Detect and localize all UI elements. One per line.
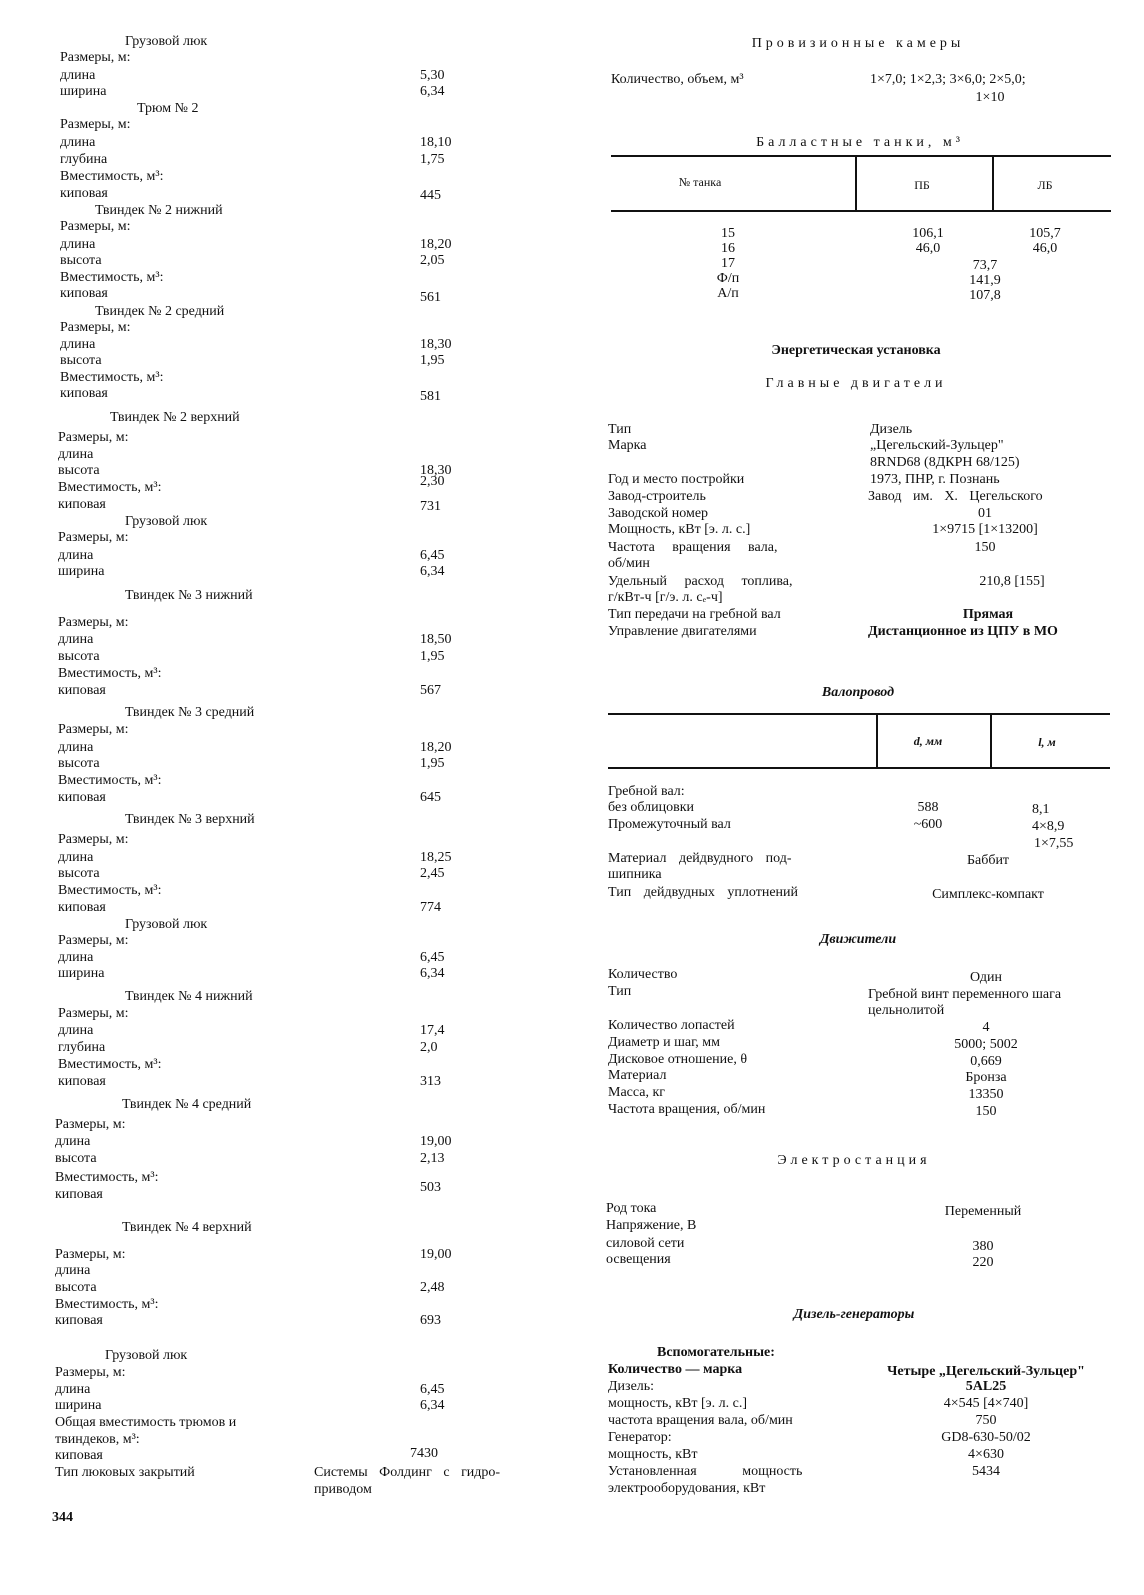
left-row-value: 6,34: [420, 564, 445, 579]
hatch-type-value-2: приводом: [314, 1482, 372, 1497]
left-row-label: длина: [60, 237, 96, 252]
left-row-label: Размеры, м:: [58, 832, 129, 847]
left-row-label: длина: [58, 447, 94, 462]
left-row-value: 2,48: [420, 1280, 445, 1295]
left-row-label: длина: [58, 1023, 94, 1038]
left-row-label: Вместимость, м³:: [58, 773, 162, 788]
engine-param-label: Заводской номер: [608, 506, 709, 521]
engine-param-value: 1973, ПНР, г. Познань: [870, 472, 1000, 487]
ballast-tank-number: А/п: [717, 286, 739, 301]
left-row-value: 7430: [410, 1446, 438, 1461]
left-row-label: Твиндек № 2 средний: [95, 304, 225, 319]
left-row-label: Размеры, м:: [58, 722, 129, 737]
generator-param-value: GD8-630-50/02: [941, 1430, 1031, 1445]
left-row-label: Размеры, м:: [58, 615, 129, 630]
left-row-value: 313: [420, 1074, 441, 1089]
propulsor-param-value: 150: [975, 1104, 997, 1119]
provision-label: Количество, объем, м³: [611, 72, 744, 87]
left-row-label: глубина: [60, 152, 108, 167]
power-station-value: 380: [972, 1239, 994, 1254]
left-row-label: ширина: [58, 564, 105, 579]
propulsor-param-label: Частота вращения, об/мин: [608, 1102, 766, 1117]
page-number: 344: [52, 1510, 73, 1525]
generator-param-value: 5AL25: [965, 1379, 1007, 1394]
left-row-label: высота: [60, 253, 102, 268]
left-row-label: глубина: [58, 1040, 106, 1055]
propulsor-param-label: Количество лопастей: [608, 1018, 735, 1033]
generator-param-label: Генератор:: [608, 1430, 672, 1445]
left-row-label: Размеры, м:: [60, 50, 131, 65]
left-row-value: 2,0: [420, 1040, 438, 1055]
left-row-value: 2,13: [420, 1151, 445, 1166]
left-row-label: Твиндек № 2 нижний: [95, 203, 223, 218]
left-row-value: 6,34: [420, 966, 445, 981]
left-row-value: 5,30: [420, 68, 445, 83]
left-row-value: 19,00: [420, 1247, 452, 1262]
engine-param-label: Марка: [608, 438, 647, 453]
left-row-label: длина: [58, 548, 94, 563]
left-row-label: Размеры, м:: [55, 1117, 126, 1132]
left-row-label: Твиндек № 3 средний: [125, 705, 255, 720]
engine-param-label: Частота вращения вала,: [608, 540, 778, 555]
propulsor-param-value: 5000; 5002: [954, 1037, 1018, 1052]
left-row-value: 1,95: [420, 353, 445, 368]
left-row-label: Вместимость, м³:: [58, 666, 162, 681]
shaft-divider-1: [876, 715, 878, 767]
left-row-label: Размеры, м:: [58, 530, 129, 545]
seal-label: Тип дейдвудных уплотнений: [608, 885, 799, 900]
left-row-value: 774: [420, 900, 441, 915]
ballast-header-tank: № танка: [678, 175, 722, 189]
left-row-label: длина: [55, 1134, 91, 1149]
propulsor-param-value: Один: [969, 970, 1003, 985]
left-row-label: Вместимость, м³:: [60, 270, 164, 285]
ballast-tank-number: 16: [721, 241, 735, 256]
left-row-label: Вместимость, м³:: [55, 1170, 159, 1185]
left-row-label: Твиндек № 3 нижний: [125, 588, 253, 603]
engine-param-value: Завод им. Х. Цегельского: [868, 489, 1043, 504]
ballast-header-pb: ПБ: [914, 178, 930, 192]
left-row-value: 6,45: [420, 950, 445, 965]
left-row-label: киповая: [60, 186, 108, 201]
left-row-label: киповая: [58, 683, 106, 698]
left-row-value: 503: [420, 1180, 441, 1195]
left-row-label: длина: [58, 740, 94, 755]
propulsor-param-label: Количество: [608, 967, 678, 982]
generator-param-label: мощность, кВт: [608, 1447, 698, 1462]
left-row-label: Вместимость, м³:: [60, 370, 164, 385]
left-row-value: 2,30: [420, 474, 445, 489]
engine-param-label: об/мин: [608, 556, 650, 571]
left-row-label: киповая: [58, 900, 106, 915]
left-row-label: Твиндек № 4 верхний: [122, 1220, 252, 1235]
power-station-label: Род тока: [606, 1201, 657, 1216]
provision-value-1: 1×7,0; 1×2,3; 3×6,0; 2×5,0;: [870, 72, 1026, 87]
left-row-label: длина: [60, 68, 96, 83]
left-row-value: 445: [420, 188, 441, 203]
shaft-l-value: 4×8,9: [1032, 819, 1065, 834]
propulsor-param-value: Гребной винт переменного шага: [868, 987, 1062, 1002]
left-row-label: длина: [60, 135, 96, 150]
engine-param-value: „Цегельский-Зульцер": [870, 438, 1004, 453]
left-row-label: Размеры, м:: [60, 117, 131, 132]
shaft-header-l: l, м: [1038, 735, 1056, 749]
left-row-value: 1,75: [420, 152, 445, 167]
shaft-row-label: без облицовки: [608, 800, 695, 815]
left-row-label: киповая: [55, 1187, 103, 1202]
propulsor-param-label: Материал: [608, 1068, 667, 1083]
ballast-lb-value: 105,7: [1029, 226, 1061, 241]
generator-param-label: частота вращения вала, об/мин: [608, 1413, 793, 1428]
propulsor-param-value: 0,669: [970, 1054, 1002, 1069]
left-row-label: ширина: [55, 1398, 102, 1413]
ballast-top-rule: [611, 155, 1111, 157]
left-row-value: 18,30: [420, 337, 452, 352]
ballast-pb-value: 46,0: [915, 241, 941, 256]
generator-param-label: электрооборудования, кВт: [608, 1481, 766, 1496]
left-row-value: 2,45: [420, 866, 445, 881]
left-row-label: высота: [58, 463, 100, 478]
propulsor-param-value: 4: [982, 1020, 990, 1035]
left-row-value: 1,95: [420, 756, 445, 771]
shaft-top-rule: [608, 713, 1110, 715]
power-station-value: 220: [972, 1255, 994, 1270]
engine-param-value: Дистанционное из ЦПУ в МО: [868, 624, 1058, 639]
propulsor-param-label: Дисковое отношение, θ: [608, 1052, 748, 1067]
shaft-l-value: 8,1: [1032, 802, 1050, 817]
ballast-title: Балластные танки, м³: [756, 135, 964, 150]
left-row-label: киповая: [58, 790, 106, 805]
ballast-pb-value: 106,1: [912, 226, 944, 241]
left-row-value: 6,34: [420, 84, 445, 99]
power-plant-title: Энергетическая установка: [771, 343, 941, 358]
generator-param-value: 5434: [972, 1464, 1000, 1479]
left-row-label: Размеры, м:: [58, 430, 129, 445]
left-row-label: киповая: [60, 286, 108, 301]
left-row-label: Размеры, м:: [60, 320, 131, 335]
engine-param-value: Прямая: [962, 607, 1014, 622]
ballast-lb-value: 46,0: [1032, 241, 1058, 256]
left-row-label: длина: [60, 337, 96, 352]
generator-param-value: 750: [975, 1413, 997, 1428]
engine-param-label: Управление двигателями: [608, 624, 757, 639]
left-row-label: высота: [58, 866, 100, 881]
left-row-label: Размеры, м:: [55, 1247, 126, 1262]
provision-title: Провизионные камеры: [751, 36, 965, 51]
left-row-label: твиндеков, м³:: [55, 1432, 140, 1447]
generator-param-label: Дизель:: [608, 1379, 655, 1394]
left-row-label: Размеры, м:: [58, 1006, 129, 1021]
left-row-label: Вместимость, м³:: [55, 1297, 159, 1312]
shaft-header-d: d, мм: [913, 734, 943, 748]
left-row-value: 645: [420, 790, 441, 805]
left-row-label: Размеры, м:: [55, 1365, 126, 1380]
power-station-label: силовой сети: [606, 1236, 685, 1251]
left-row-label: Размеры, м:: [58, 933, 129, 948]
left-row-label: Твиндек № 4 нижний: [125, 989, 253, 1004]
shaft-bottom-rule: [608, 767, 1110, 769]
left-row-label: киповая: [60, 386, 108, 401]
engine-param-label: Завод-строитель: [608, 489, 706, 504]
power-station-value: Переменный: [944, 1204, 1022, 1219]
left-row-label: Грузовой люк: [125, 514, 208, 529]
left-row-label: длина: [55, 1382, 91, 1397]
left-row-label: Тип люковых закрытий: [55, 1465, 195, 1480]
left-row-label: ширина: [58, 966, 105, 981]
main-engines-title: Главные двигатели: [765, 376, 947, 391]
left-row-label: Трюм № 2: [137, 101, 199, 116]
left-row-value: 18,25: [420, 850, 452, 865]
ballast-tank-number: 15: [721, 226, 735, 241]
shaft-divider-2: [990, 715, 992, 767]
left-row-label: ширина: [60, 84, 107, 99]
generator-param-label: Установленная мощность: [608, 1464, 803, 1479]
engine-param-value: 1×9715 [1×13200]: [932, 522, 1038, 537]
left-row-value: 693: [420, 1313, 441, 1328]
generator-param-label: Количество — марка: [608, 1362, 743, 1377]
left-row-value: 581: [420, 389, 441, 404]
engine-param-label: Тип передачи на гребной вал: [608, 607, 781, 622]
left-row-label: длина: [58, 632, 94, 647]
seal-value: Симплекс-компакт: [932, 887, 1044, 902]
hatch-type-value-1: Системы Фолдинг с гидро-: [314, 1465, 501, 1480]
left-row-label: киповая: [55, 1313, 103, 1328]
left-row-value: 6,45: [420, 1382, 445, 1397]
engine-param-value: Дизель: [870, 422, 913, 437]
propulsor-param-value: Бронза: [965, 1070, 1007, 1085]
left-row-label: Общая вместимость трюмов и: [55, 1415, 237, 1430]
provision-value-2: 1×10: [975, 90, 1005, 105]
left-row-value: 18,20: [420, 237, 452, 252]
left-row-label: высота: [60, 353, 102, 368]
engine-param-label: Год и место постройки: [608, 472, 745, 487]
engine-param-label: Удельный расход топлива,: [608, 574, 793, 589]
left-row-label: Вместимость, м³:: [60, 169, 164, 184]
power-station-label: освещения: [606, 1252, 671, 1267]
left-row-value: 6,34: [420, 1398, 445, 1413]
left-row-label: высота: [55, 1280, 97, 1295]
generator-param-value: 4×630: [968, 1447, 1004, 1462]
left-row-value: 1,95: [420, 649, 445, 664]
engine-param-value: 01: [978, 506, 992, 521]
left-row-label: Твиндек № 4 средний: [122, 1097, 252, 1112]
ballast-common-value: 107,8: [969, 288, 1001, 303]
ballast-bottom-rule: [611, 210, 1111, 212]
ballast-tank-number: 17: [721, 256, 735, 271]
engine-param-label: Тип: [608, 422, 632, 437]
left-row-value: 18,30: [420, 463, 452, 478]
diesel-generators-title: Дизель-генераторы: [793, 1307, 915, 1322]
left-row-label: киповая: [58, 497, 106, 512]
generator-param-value: 4×545 [4×740]: [943, 1396, 1029, 1411]
engine-param-label: г/кВт-ч [г/э. л. сₑ-ч]: [608, 590, 723, 605]
shaft-d-value: ~600: [913, 817, 943, 832]
shaft-d-value: 588: [917, 800, 939, 815]
left-row-label: Грузовой люк: [125, 917, 208, 932]
ballast-header-lb: ЛБ: [1037, 178, 1053, 192]
ballast-divider-1: [855, 157, 857, 210]
left-row-label: длина: [58, 950, 94, 965]
left-row-value: 17,4: [420, 1023, 445, 1038]
engine-param-label: Мощность, кВт [э. л. с.]: [608, 522, 751, 537]
ballast-common-value: 141,9: [969, 273, 1001, 288]
left-row-value: 561: [420, 290, 441, 305]
shafting-title: Валопровод: [821, 685, 895, 700]
shaft-row-label: Промежуточный вал: [608, 817, 731, 832]
propulsors-title: Движители: [819, 932, 897, 947]
left-row-value: 567: [420, 683, 441, 698]
propulsor-param-label: Тип: [608, 984, 632, 999]
ballast-tank-number: Ф/п: [716, 271, 740, 286]
left-row-label: длина: [58, 850, 94, 865]
engine-param-value: 8RND68 (8ДКРН 68/125): [870, 455, 1020, 470]
left-row-value: 6,45: [420, 548, 445, 563]
generator-param-label: мощность, кВт [э. л. с.]: [608, 1396, 747, 1411]
left-row-label: высота: [55, 1151, 97, 1166]
ballast-common-value: 73,7: [972, 258, 998, 273]
left-row-label: Грузовой люк: [105, 1348, 188, 1363]
left-row-label: высота: [58, 756, 100, 771]
left-row-label: киповая: [55, 1448, 103, 1463]
power-station-label: Напряжение, В: [606, 1218, 697, 1233]
left-row-label: Твиндек № 3 верхний: [125, 812, 255, 827]
bearing-label-2: шипника: [608, 867, 662, 882]
left-row-label: Твиндек № 2 верхний: [110, 410, 240, 425]
power-station-title: Электростанция: [777, 1153, 931, 1168]
engine-param-value: 150: [974, 540, 996, 555]
left-row-value: 2,05: [420, 253, 445, 268]
shaft-row-label: Гребной вал:: [608, 784, 685, 799]
left-row-label: Вместимость, м³:: [58, 883, 162, 898]
left-row-label: Вместимость, м³:: [58, 480, 162, 495]
left-row-label: Размеры, м:: [60, 219, 131, 234]
left-row-label: Грузовой люк: [125, 34, 208, 49]
left-row-label: киповая: [58, 1074, 106, 1089]
left-row-label: длина: [55, 1263, 91, 1278]
left-row-value: 731: [420, 499, 441, 514]
ballast-divider-2: [992, 157, 994, 210]
propulsor-param-label: Масса, кг: [608, 1085, 666, 1100]
left-row-value: 18,50: [420, 632, 452, 647]
left-row-value: 18,20: [420, 740, 452, 755]
propulsor-param-label: Диаметр и шаг, мм: [608, 1035, 720, 1050]
engine-param-value: 210,8 [155]: [979, 574, 1045, 589]
propulsor-param-value: 13350: [968, 1087, 1004, 1102]
bearing-value: Баббит: [966, 853, 1010, 868]
left-row-value: 18,10: [420, 135, 452, 150]
propulsor-param-value: цельнолитой: [868, 1003, 945, 1018]
left-row-value: 19,00: [420, 1134, 452, 1149]
left-row-label: Вместимость, м³:: [58, 1057, 162, 1072]
left-row-label: высота: [58, 649, 100, 664]
generator-param-value: Четыре „Цегельский-Зульцер": [887, 1364, 1085, 1379]
bearing-label-1: Материал дейдвудного под-: [608, 851, 792, 866]
shaft-l-value: 1×7,55: [1034, 836, 1074, 851]
auxiliary-subtitle: Вспомогательные:: [657, 1345, 775, 1360]
